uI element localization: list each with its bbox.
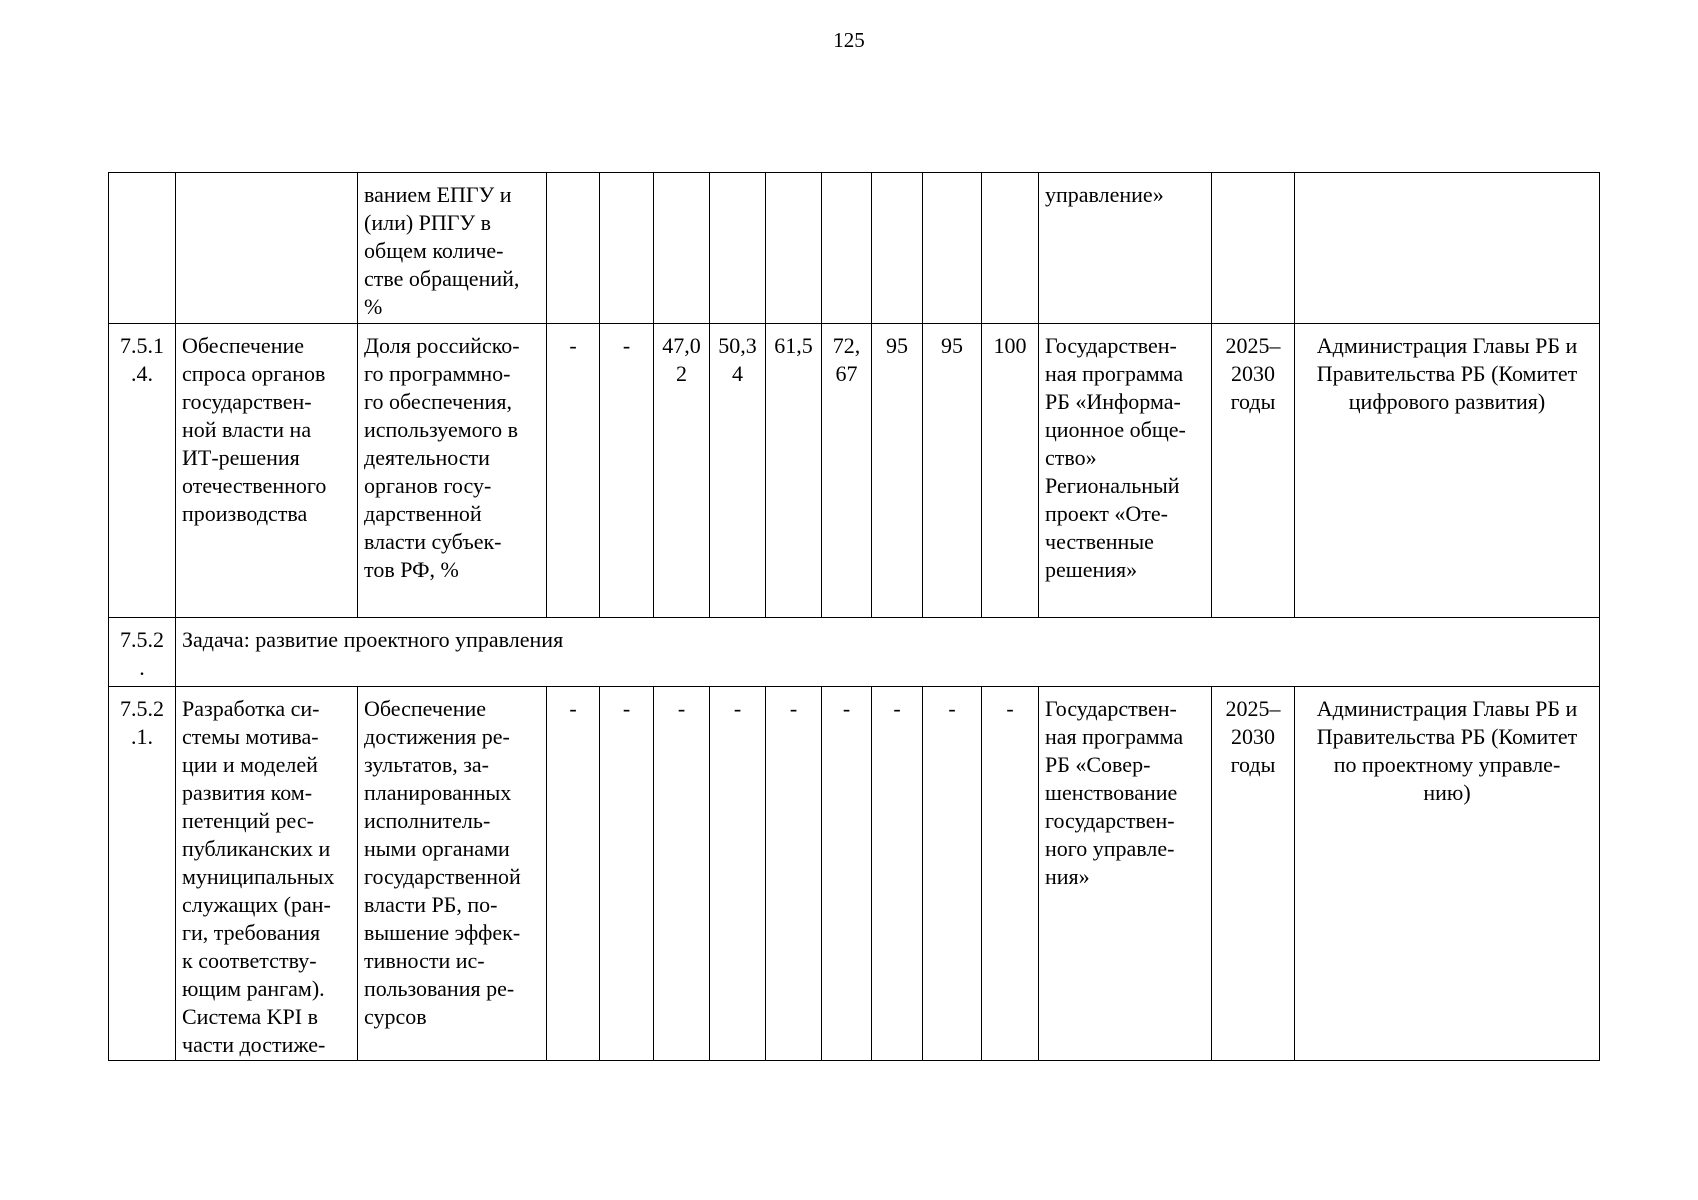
table-row xyxy=(109,324,1600,618)
value-cell: 100 xyxy=(982,324,1039,618)
event-cell: Разработка си- стемы мотива- ции и моделей развития ком- петенций рес- публиканских и муниципальных служащих (ран- ги, требования к соответству- ющим рангам). Система KPI в части достиже- xyxy=(176,687,358,1061)
value-cell xyxy=(872,173,923,324)
indicator-cell: Обеспечение достижения ре- зультатов, за- планированных исполнитель- ными органами государственной власти РБ, по- вышение эффек- тивности ис- пользования ре- сурсов xyxy=(358,687,547,1061)
row-number-cell: 7.5.2 .1. xyxy=(109,687,176,1061)
event-cell xyxy=(176,173,358,324)
row-number-cell xyxy=(109,173,176,324)
table-row xyxy=(109,173,1600,324)
page-number: 125 xyxy=(833,28,865,52)
value-cell: - xyxy=(654,687,710,1061)
value-cell xyxy=(923,173,982,324)
row-number-cell: 7.5.2 . xyxy=(109,618,176,687)
value-cell: 72, 67 xyxy=(822,324,872,618)
executor-cell xyxy=(1295,173,1600,324)
value-cell: - xyxy=(923,687,982,1061)
task-row xyxy=(109,618,1600,687)
indicator-cell: ванием ЕПГУ и (или) РПГУ в общем количе- стве обращений, % xyxy=(358,173,547,324)
source-cell: управление» xyxy=(1039,173,1212,324)
value-cell xyxy=(710,173,766,324)
value-cell: - xyxy=(600,324,654,618)
value-cell xyxy=(600,173,654,324)
source-cell: Государствен- ная программа РБ «Совер- шенствование государствен- ного управле- ния» xyxy=(1039,687,1212,1061)
value-cell: - xyxy=(872,687,923,1061)
value-cell: 95 xyxy=(923,324,982,618)
value-cell: - xyxy=(547,687,600,1061)
value-cell: - xyxy=(982,687,1039,1061)
executor-cell: Администрация Главы РБ и Правительства РБ (Комитет по проектному управле- нию) xyxy=(1295,687,1600,1061)
row-number-cell: 7.5.1 .4. xyxy=(109,324,176,618)
measures-table xyxy=(108,172,1600,1061)
table-row xyxy=(109,687,1600,1061)
value-cell xyxy=(822,173,872,324)
value-cell: - xyxy=(822,687,872,1061)
value-cell xyxy=(766,173,822,324)
value-cell: 47,0 2 xyxy=(654,324,710,618)
source-cell: Государствен- ная программа РБ «Информа- ционное обще- ство» Региональный проект «Оте- чественные решения» xyxy=(1039,324,1212,618)
value-cell xyxy=(547,173,600,324)
value-cell: 95 xyxy=(872,324,923,618)
event-cell: Обеспечение спроса органов государствен- ной власти на ИТ-решения отечественного производства xyxy=(176,324,358,618)
task-cell: Задача: развитие проектного управления xyxy=(176,618,1600,687)
executor-cell: Администрация Главы РБ и Правительства РБ (Комитет цифрового развития) xyxy=(1295,324,1600,618)
value-cell xyxy=(982,173,1039,324)
value-cell: - xyxy=(600,687,654,1061)
period-cell xyxy=(1212,173,1295,324)
value-cell: 50,3 4 xyxy=(710,324,766,618)
value-cell: - xyxy=(710,687,766,1061)
value-cell: 61,5 xyxy=(766,324,822,618)
indicator-cell: Доля российско- го программно- го обеспечения, используемого в деятельности органов госу- дарственной власти субъек- тов РФ, % xyxy=(358,324,547,618)
value-cell xyxy=(654,173,710,324)
value-cell: - xyxy=(766,687,822,1061)
period-cell: 2025– 2030 годы xyxy=(1212,687,1295,1061)
period-cell: 2025– 2030 годы xyxy=(1212,324,1295,618)
value-cell: - xyxy=(547,324,600,618)
